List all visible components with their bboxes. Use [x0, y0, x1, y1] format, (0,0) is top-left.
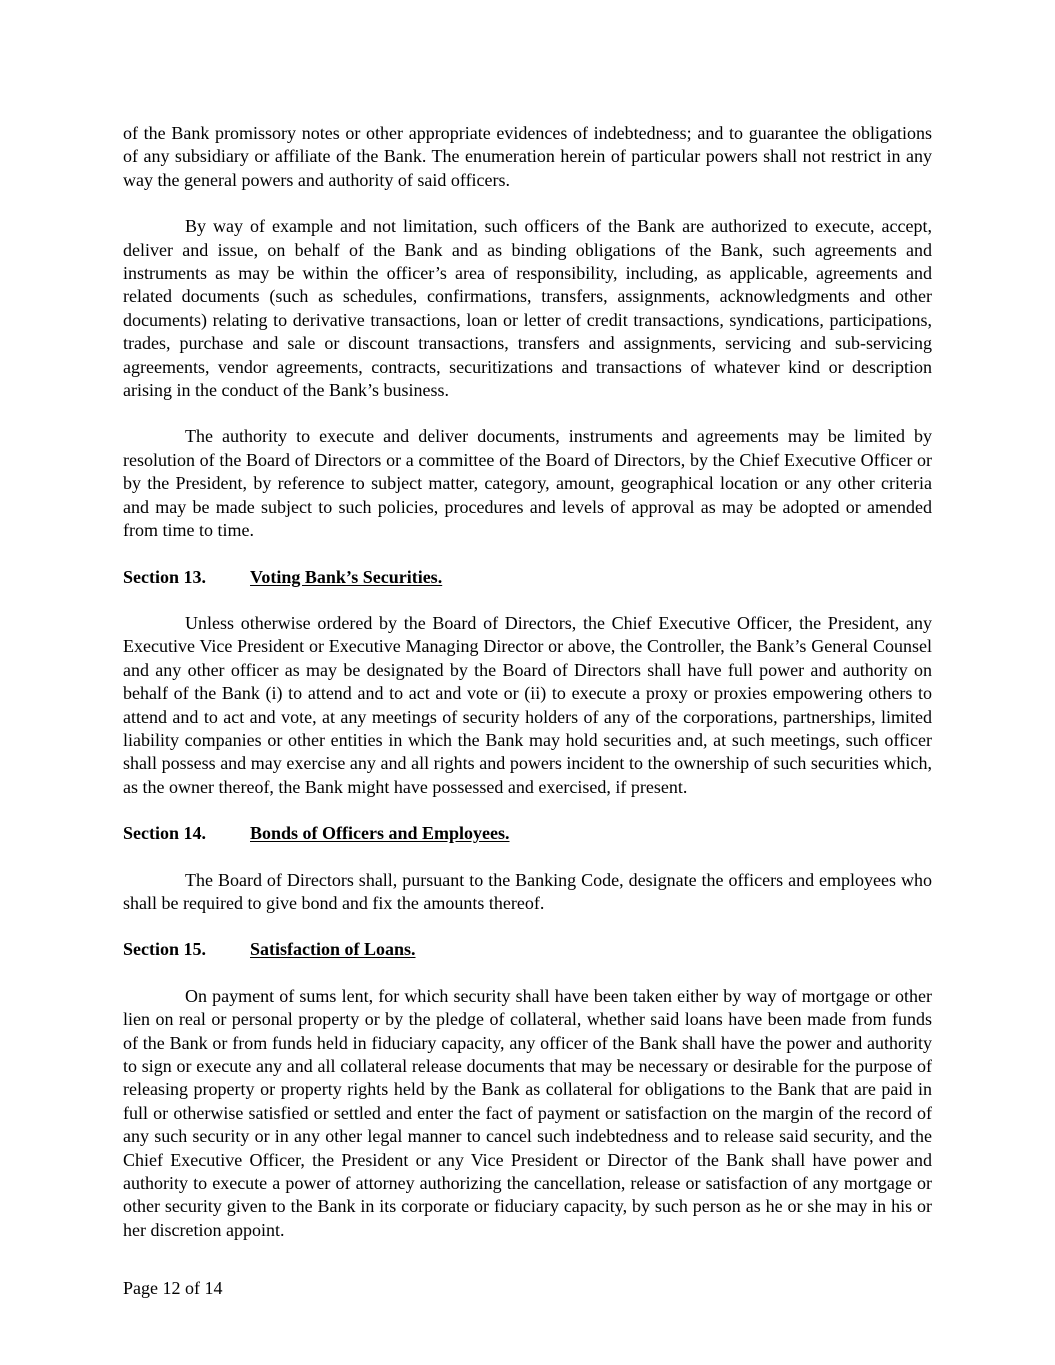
- section-13-number: Section 13.: [123, 566, 206, 587]
- paragraph-bonds: The Board of Directors shall, pursuant to the Banking Code, designate the officers and employees who shall be required to give bond and fix the amounts thereof.: [123, 869, 932, 913]
- section-15-number: Section 15.: [123, 939, 206, 960]
- paragraph-satisfaction-of-loans: On payment of sums lent, for which security shall have been taken either by way of mortgage or other lien on real or personal property or by the pledge of collateral, whether said loans have been made from funds of the Bank or from funds held in fiduciary capacity, any officer of the Bank shall have the power and authority to sign or execute any and all collateral release documents that may be necessary or desirable for the purpose of releasing property or property rights held by the Bank as collateral for obligations to the Bank that are paid in full or otherwise satisfied or settled and enter the fact of payment or satisfaction on the margin of the record of any such security or in any other legal manner to cancel such indebtedness and to release said security, and the Chief Executive Officer, the President or any Vice President or Director of the Bank shall have power and authority to execute a power of attorney authorizing the cancellation, release or satisfaction of any mortgage or other security given to the Bank in its corporate or fiduciary capacity, by such person as he or she may in his or her discretion appoint.: [123, 985, 932, 1240]
- section-13-heading: [123, 566, 932, 589]
- document-content: [123, 122, 932, 1265]
- section-15-heading: [123, 938, 932, 961]
- section-14-heading: [123, 822, 932, 845]
- paragraph-continuation: of the Bank promissory notes or other appropriate evidences of indebtedness; and to guarantee the obligations of any subsidiary or affiliate of the Bank. The enumeration herein of particular powers shall not restrict in any way the general powers and authority of said officers.: [123, 123, 932, 190]
- section-14-number: Section 14.: [123, 823, 206, 844]
- section-14-title: Bonds of Officers and Employees.: [250, 823, 510, 844]
- page-footer: Page 12 of 14: [123, 1278, 223, 1298]
- section-15-title: Satisfaction of Loans.: [250, 939, 416, 960]
- paragraph-example: By way of example and not limitation, such officers of the Bank are authorized to execute, accept, deliver and issue, on behalf of the Bank and as binding obligations of the Bank, such agreements and instruments as may be within the officer’s area of responsibility, including, as applicable, agreements and related documents (such as schedules, confirmations, transfers, assignments, acknowledgments and other documents) relating to derivative transactions, loan or letter of credit transactions, syndications, participations, trades, purchase and sale or discount transactions, transfers and assignments, servicing and sub-servicing agreements, vendor agreements, contracts, securitizations and transactions of whatever kind or description arising in the conduct of the Bank’s business.: [123, 216, 932, 401]
- paragraph-voting-securities: Unless otherwise ordered by the Board of Directors, the Chief Executive Officer, the President, any Executive Vice President or Executive Managing Director or above, the Controller, the Bank’s General Counsel and any other officer as may be designated by the Board of Directors shall have full power and authority on behalf of the Bank (i) to attend and to act and vote or (ii) to execute a proxy or proxies empowering others to attend and to act and vote, at any meetings of security holders of any of the corporations, partnerships, limited liability companies or other entities in which the Bank may hold securities and, at such meetings, such officer shall possess and may exercise any and all rights and powers incident to the ownership of such securities which, as the owner thereof, the Bank might have possessed and exercised, if present.: [123, 612, 932, 797]
- paragraph-authority: The authority to execute and deliver documents, instruments and agreements may be limited by resolution of the Board of Directors or a committee of the Board of Directors, by the Chief Executive Officer or by the President, by reference to subject matter, category, amount, geographical location or any other criteria and may be made subject to such policies, procedures and levels of approval as may be adopted or amended from time to time.: [123, 426, 932, 541]
- section-13-title: Voting Bank’s Securities.: [250, 566, 443, 587]
